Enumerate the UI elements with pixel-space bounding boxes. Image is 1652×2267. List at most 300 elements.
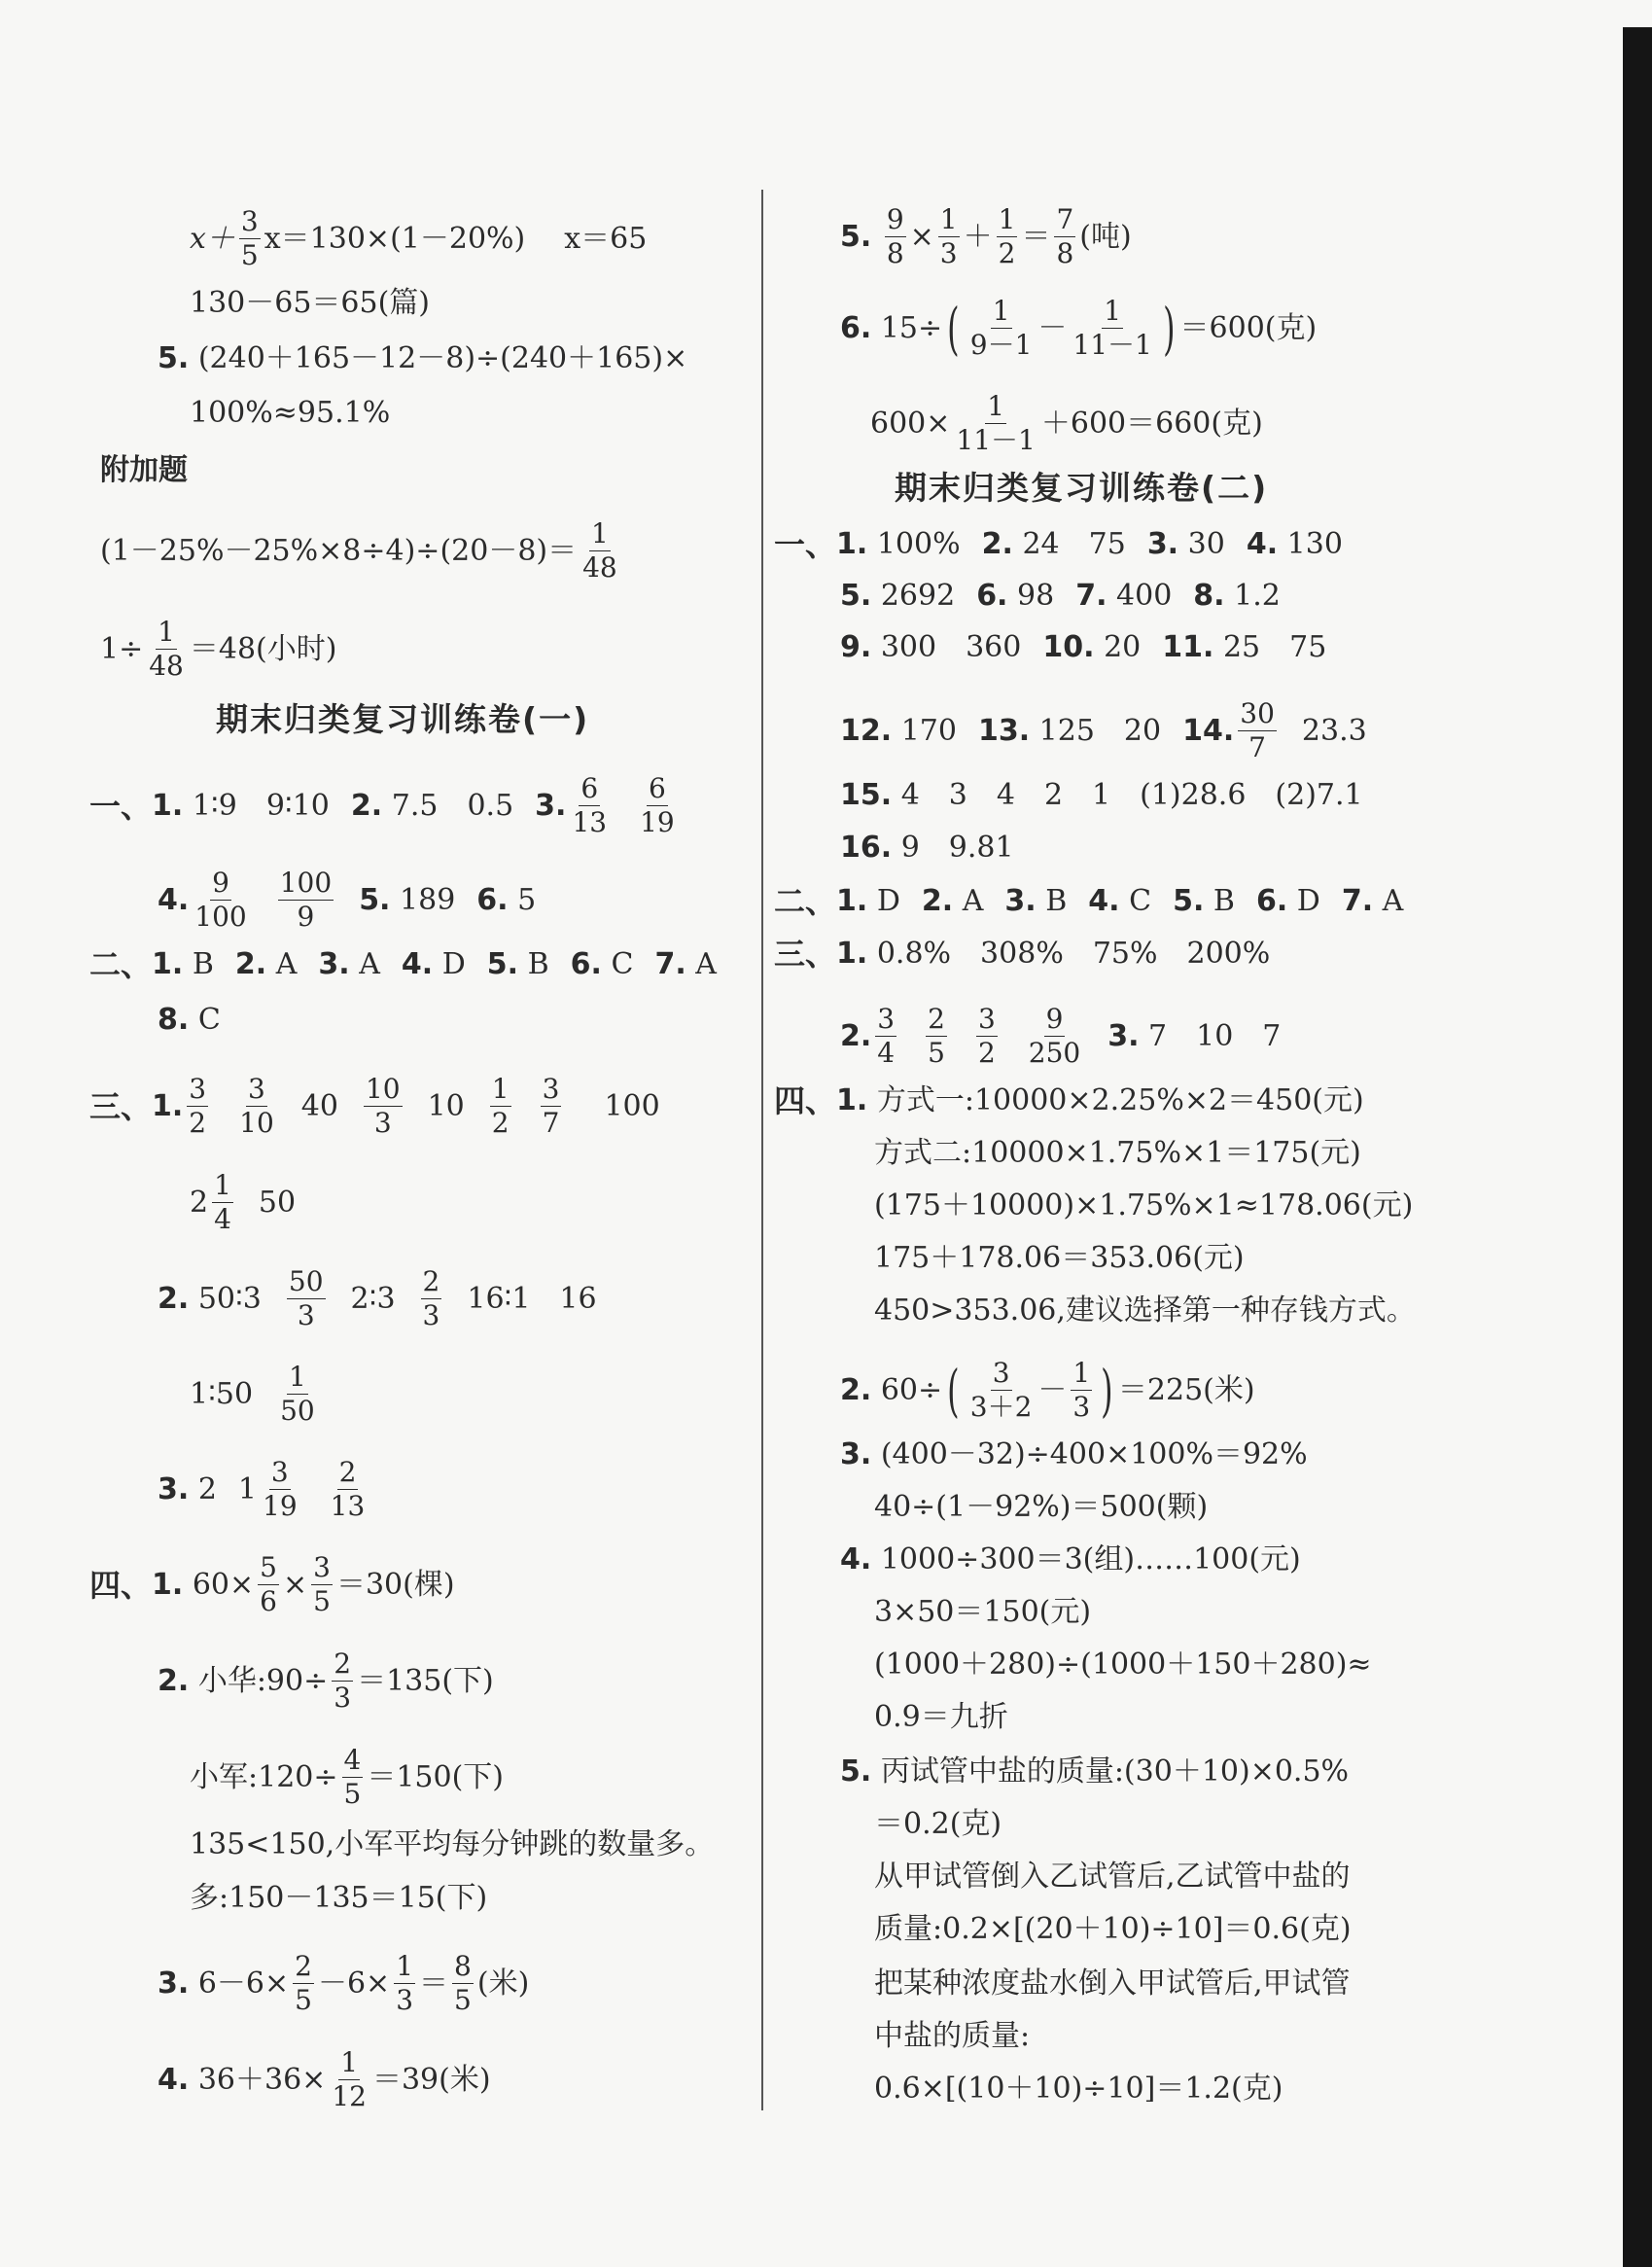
section-number: 三、 <box>774 936 837 973</box>
denominator: 6 <box>260 1585 277 1617</box>
question-number: 1. <box>836 884 868 918</box>
numerator: 3 <box>248 1073 265 1105</box>
question-number: 16. <box>840 831 893 865</box>
answer-line <box>190 1169 297 1235</box>
answer: 40 <box>300 1088 338 1123</box>
question-number: 1. <box>152 947 184 981</box>
answer-line: 450>353.06,建议选择第一种存钱方式。 <box>874 1293 1416 1328</box>
page-edge-shadow <box>1623 27 1652 2267</box>
answer: 1∶9 9∶10 <box>192 788 330 823</box>
question-number: 5. <box>486 947 519 981</box>
question-number: 10. <box>1042 630 1095 664</box>
answer: 300 360 <box>880 630 1022 664</box>
question-number: 1. <box>152 1567 184 1602</box>
section-number: 四、 <box>774 1082 837 1119</box>
numerator: 30 <box>1240 697 1275 729</box>
denominator: 50 <box>280 1395 315 1427</box>
fraction <box>1054 203 1075 269</box>
answer-line <box>774 880 1403 923</box>
denominator: 13 <box>330 1490 366 1522</box>
numerator: 3 <box>877 1003 896 1035</box>
answer: A <box>1382 884 1404 918</box>
expr: －6× <box>317 1966 391 2001</box>
expr: ＋600＝660(克) <box>1040 406 1263 441</box>
numerator: 3 <box>240 205 259 237</box>
numerator: 1 <box>998 203 1016 235</box>
question-number: 7. <box>1075 579 1107 613</box>
answer-line <box>158 999 221 1042</box>
answer-line: 40÷(1－92%)＝500(颗) <box>874 1490 1209 1524</box>
section-title-2: 期末归类复习训练卷(二) <box>895 469 1269 507</box>
answer: 16∶1 16 <box>467 1281 597 1316</box>
expr: ＝48(小时) <box>189 631 337 666</box>
fraction <box>287 1265 326 1331</box>
answer-line <box>190 1361 321 1427</box>
answer: 25 75 <box>1222 630 1327 664</box>
section-number: 二、 <box>774 883 837 920</box>
answer-line: 0.6×[(10＋10)÷10]＝1.2(克) <box>874 2072 1283 2106</box>
denominator: 5 <box>454 1984 472 2016</box>
denominator: 4 <box>214 1203 231 1235</box>
answer-line <box>100 517 623 584</box>
answer: 2∶3 <box>350 1281 396 1316</box>
question-number: 4. <box>158 2062 190 2097</box>
expr: 600× <box>870 406 951 441</box>
fraction <box>421 1265 442 1331</box>
answer-line: 135<150,小军平均每分钟跳的数量多。 <box>190 1827 715 1861</box>
denominator: 2 <box>189 1107 207 1139</box>
expr: (240＋165－12－8)÷(240＋165)× <box>197 341 688 375</box>
whole-number: 2 <box>190 1185 209 1220</box>
answer: 9 9.81 <box>900 831 1014 865</box>
numerator: 50 <box>288 1265 324 1297</box>
expr: 小军:120÷ <box>190 1759 338 1794</box>
answer: 1.2 <box>1234 579 1281 613</box>
question-number: 1. <box>152 1088 184 1123</box>
answer: C <box>611 947 634 981</box>
denominator: 3 <box>396 1984 414 2016</box>
expr: 小华:90÷ <box>197 1663 329 1698</box>
numerator: 3 <box>542 1073 560 1105</box>
answer: 1∶50 <box>190 1376 254 1411</box>
fraction <box>885 203 906 269</box>
question-number: 14. <box>1182 713 1235 748</box>
expr: 60× <box>192 1567 255 1602</box>
question-number: 8. <box>1193 579 1225 613</box>
question-number: 3. <box>1146 527 1179 561</box>
answer-line <box>840 697 1367 763</box>
question-number: 6. <box>976 579 1008 613</box>
numerator: 1 <box>340 2046 359 2078</box>
answer: 30 <box>1187 527 1225 561</box>
answer-line: 130－65＝65(篇) <box>190 286 431 320</box>
denominator: 3＋2 <box>969 1391 1033 1423</box>
denominator: 3 <box>297 1299 315 1331</box>
answer: 125 20 <box>1038 713 1162 748</box>
expr: x＝65 <box>564 221 648 256</box>
fraction <box>258 1551 279 1617</box>
numerator: 7 <box>1056 203 1074 235</box>
fraction <box>278 1361 317 1427</box>
answer-line <box>158 2046 491 2112</box>
answer-line: 100%≈95.1% <box>190 396 391 430</box>
answer-line <box>158 1950 530 2016</box>
answer: 2692 <box>880 579 956 613</box>
expr: x＋ <box>190 221 235 256</box>
numerator: 1 <box>491 1073 510 1105</box>
answer: 130 <box>1286 527 1343 561</box>
numerator: 1 <box>992 295 1010 327</box>
fraction <box>570 772 609 838</box>
fraction <box>541 1073 562 1139</box>
section-title-1: 期末归类复习训练卷(一) <box>216 700 590 738</box>
expr: 1÷ <box>100 631 144 666</box>
question-number: 3. <box>535 788 567 823</box>
numerator: 9 <box>1045 1003 1064 1035</box>
denominator: 3 <box>1072 1391 1091 1423</box>
question-number: 5. <box>1173 884 1205 918</box>
numerator: 9 <box>886 203 904 235</box>
denominator: 250 <box>1028 1037 1081 1069</box>
answer-line <box>840 203 1132 269</box>
expr: ＝150(下) <box>367 1759 505 1794</box>
question-number: 4. <box>401 947 434 981</box>
denominator: 8 <box>886 237 904 269</box>
answer-line <box>840 827 1014 869</box>
fraction <box>968 1357 1035 1423</box>
denominator: 9－1 <box>969 329 1033 361</box>
section-number: 二、 <box>89 946 153 983</box>
answer: 100 <box>604 1088 660 1123</box>
answer-line <box>190 205 648 271</box>
denominator: 2 <box>977 1037 996 1069</box>
denominator: 11－1 <box>1072 329 1152 361</box>
answer-line <box>840 626 1326 669</box>
denominator: 9 <box>297 901 315 933</box>
question-number: 5. <box>359 882 391 917</box>
question-number: 1. <box>836 527 868 561</box>
fraction <box>1071 1357 1092 1423</box>
expr: ＝ <box>1021 219 1051 254</box>
question-number: 2. <box>840 1372 872 1407</box>
expr: 6－6× <box>197 1966 290 2001</box>
section-number: 三、 <box>89 1087 153 1125</box>
expr: ＝30(棵) <box>335 1567 455 1602</box>
answer-line: 从甲试管倒入乙试管后,乙试管中盐的 <box>874 1860 1351 1894</box>
numerator: 1 <box>214 1169 231 1201</box>
fraction <box>490 1073 511 1139</box>
answer-line: 中盐的质量: <box>874 2019 1031 2053</box>
question-number: 4. <box>1088 884 1120 918</box>
expr: ＝ <box>419 1966 449 2001</box>
answer-line <box>870 390 1263 456</box>
section-number: 四、 <box>89 1566 153 1604</box>
denominator: 11－1 <box>956 424 1036 456</box>
fraction <box>311 1551 333 1617</box>
expr: 36＋36× <box>197 2062 327 2097</box>
question-number: 2. <box>158 1281 190 1316</box>
answer: 50 <box>258 1185 297 1220</box>
expr: － <box>1037 1372 1068 1407</box>
numerator: 1 <box>288 1361 306 1393</box>
answer-line <box>158 1265 597 1331</box>
answer-line: 把某种浓度盐水倒入甲试管后,甲试管 <box>874 1966 1351 2001</box>
answer-line <box>89 1073 660 1139</box>
question-number: 11. <box>1162 630 1214 664</box>
numerator: 1 <box>591 517 609 549</box>
expr: － <box>1037 310 1068 345</box>
fraction <box>278 869 334 931</box>
fraction <box>261 1456 299 1522</box>
fraction <box>342 1744 364 1810</box>
left-paren: ( <box>947 1357 960 1424</box>
question-number: 1. <box>836 1083 868 1117</box>
answer-line: (175＋10000)×1.75%×1≈178.06(元) <box>874 1188 1414 1222</box>
answer-line <box>840 1434 1308 1476</box>
question-number: 1. <box>836 937 868 971</box>
fraction <box>954 390 1037 456</box>
answer-line <box>89 772 681 838</box>
fraction <box>1238 697 1277 763</box>
answer-line <box>100 616 337 682</box>
question-number: 3. <box>318 947 350 981</box>
numerator: 1 <box>987 390 1005 422</box>
question-number: 15. <box>840 778 893 812</box>
right-paren: ) <box>1162 295 1176 362</box>
answer-line <box>158 1456 370 1522</box>
expr: (1－25%－25%×8÷4)÷(20－8)＝ <box>100 533 578 568</box>
answer: 10 <box>427 1088 465 1123</box>
question-number: 6. <box>476 882 509 917</box>
denominator: 19 <box>640 806 675 838</box>
numerator: 5 <box>260 1551 277 1583</box>
answer-line: 方式二:10000×1.75%×1＝175(元) <box>874 1136 1361 1170</box>
answer-line: 3×50＝150(元) <box>874 1595 1092 1629</box>
section-number: 一、 <box>89 787 153 825</box>
answer: 98 <box>1017 579 1055 613</box>
fraction <box>193 869 248 931</box>
answer: D <box>1296 884 1320 918</box>
answer: 170 <box>900 713 957 748</box>
fraction <box>968 295 1035 361</box>
answer-line: 175＋178.06＝353.06(元) <box>874 1241 1245 1275</box>
question-number: 2. <box>158 1663 190 1698</box>
fraction <box>329 1456 368 1522</box>
answer-line <box>840 1751 1349 1793</box>
answer: 1000÷300＝3(组)……100(元) <box>880 1542 1301 1576</box>
question-number: 3. <box>840 1437 872 1471</box>
fraction <box>239 205 261 271</box>
expr: ＝39(米) <box>371 2062 491 2097</box>
question-number: 3. <box>158 1471 190 1506</box>
fraction <box>293 1950 314 2016</box>
question-number: 2. <box>350 788 383 823</box>
denominator: 48 <box>582 551 617 584</box>
question-number: 2. <box>234 947 267 981</box>
answer-line <box>774 933 1270 975</box>
answer-line: (1000＋280)÷(1000＋150＋280)≈ <box>874 1647 1372 1682</box>
numerator: 3 <box>270 1456 289 1488</box>
answer-line <box>89 943 717 986</box>
left-paren: ( <box>947 295 960 362</box>
fraction <box>364 1073 403 1139</box>
answer: 400 <box>1116 579 1173 613</box>
section-number: 一、 <box>774 526 837 563</box>
numerator: 2 <box>928 1003 945 1035</box>
question-number: 6. <box>1255 884 1288 918</box>
denominator: 5 <box>313 1585 331 1617</box>
answer-line <box>158 337 687 380</box>
numerator: 3 <box>313 1551 331 1583</box>
fraction <box>638 772 677 838</box>
answer-line <box>840 1357 1255 1424</box>
expr: ＝600(克) <box>1179 310 1318 345</box>
denominator: 4 <box>877 1037 896 1069</box>
numerator: 3 <box>992 1357 1010 1389</box>
question-number: 3. <box>1004 884 1037 918</box>
answer: D <box>441 947 466 981</box>
fraction <box>394 1950 415 2016</box>
answer: 4 3 4 2 1 (1)28.6 (2)7.1 <box>900 778 1363 812</box>
fraction <box>332 1647 353 1714</box>
numerator: 1 <box>939 203 958 235</box>
fraction <box>452 1950 474 2016</box>
extra-question-heading: 附加题 <box>100 453 188 487</box>
answer-line <box>840 295 1318 362</box>
question-number: 12. <box>840 713 893 748</box>
answer: B <box>1045 884 1068 918</box>
answer-line <box>190 1744 505 1810</box>
fraction <box>212 1169 233 1235</box>
fraction <box>187 1073 208 1139</box>
numerator: 100 <box>279 867 333 899</box>
answer: C <box>1129 884 1152 918</box>
fraction <box>997 203 1018 269</box>
answer: B <box>192 947 214 981</box>
question-number: 2. <box>921 884 954 918</box>
answer: B <box>527 947 549 981</box>
answer: 2 <box>197 1471 217 1506</box>
answer: C <box>197 1003 221 1037</box>
denominator: 3 <box>939 237 958 269</box>
answer-line <box>158 1647 494 1714</box>
question-number: 8. <box>158 1003 190 1037</box>
denominator: 100 <box>194 901 247 933</box>
question-number: 5. <box>840 219 872 254</box>
expr: × <box>909 219 934 254</box>
denominator: 2 <box>491 1107 510 1139</box>
right-paren: ) <box>1101 1357 1113 1424</box>
denominator: 5 <box>295 1984 312 2016</box>
answer: 23.3 <box>1301 713 1367 748</box>
question-number: 3. <box>1107 1018 1140 1053</box>
answer-line <box>158 869 536 931</box>
numerator: 6 <box>648 772 666 804</box>
question-number: 7. <box>654 947 686 981</box>
expr: ＋ <box>963 219 993 254</box>
question-number: 7. <box>1341 884 1374 918</box>
question-number: 13. <box>977 713 1031 748</box>
fraction <box>976 1003 998 1069</box>
numerator: 2 <box>334 1647 352 1680</box>
answer: 100% <box>876 527 961 561</box>
answer-line <box>840 774 1363 817</box>
expr: (米) <box>476 1966 530 2001</box>
answer-line <box>774 1080 1364 1122</box>
answer: A <box>275 947 298 981</box>
question-number: 5. <box>840 1754 872 1789</box>
denominator: 5 <box>928 1037 945 1069</box>
numerator: 1 <box>158 616 175 648</box>
question-number: 6. <box>570 947 602 981</box>
expr: (吨) <box>1079 219 1132 254</box>
answer: A <box>695 947 717 981</box>
question-number: 2. <box>840 1018 872 1053</box>
fraction <box>938 203 960 269</box>
answer: 50∶3 <box>197 1281 262 1316</box>
numerator: 1 <box>1072 1357 1091 1389</box>
denominator: 48 <box>149 650 184 682</box>
numerator: 1 <box>1104 295 1122 327</box>
question-number: 4. <box>840 1542 872 1576</box>
answer-line: 多:150－135＝15(下) <box>190 1881 488 1915</box>
numerator: 3 <box>977 1003 996 1035</box>
answer: 丙试管中盐的质量:(30＋10)×0.5% <box>880 1754 1350 1789</box>
numerator: 4 <box>343 1744 362 1776</box>
question-number: 4. <box>1246 527 1279 561</box>
numerator: 9 <box>212 867 229 899</box>
expr: ＝225(米) <box>1117 1372 1255 1407</box>
denominator: 7 <box>542 1107 560 1139</box>
denominator: 19 <box>263 1490 298 1522</box>
expr: 15÷ <box>880 310 943 345</box>
question-number: 6. <box>840 310 872 345</box>
answer-line <box>840 1003 1282 1069</box>
numerator: 2 <box>295 1950 312 1982</box>
answer: A <box>359 947 380 981</box>
fraction <box>926 1003 947 1069</box>
question-number: 5. <box>840 579 872 613</box>
question-number: 4. <box>158 882 190 917</box>
answer: (400－32)÷400×100%＝92% <box>880 1437 1308 1471</box>
fraction <box>580 517 619 584</box>
answer-line <box>89 1551 455 1617</box>
numerator: 6 <box>580 772 599 804</box>
fraction <box>1071 295 1153 361</box>
answer: 20 <box>1104 630 1142 664</box>
numerator: 8 <box>454 1950 472 1982</box>
question-number: 9. <box>840 630 872 664</box>
answer: 7.5 0.5 <box>391 788 514 823</box>
expr: ＝135(下) <box>357 1663 494 1698</box>
denominator: 10 <box>239 1107 274 1139</box>
denominator: 5 <box>343 1778 362 1810</box>
answer-line: ＝0.2(克) <box>874 1807 1002 1841</box>
answer: 方式一:10000×2.25%×2＝450(元) <box>876 1083 1364 1117</box>
denominator: 3 <box>422 1299 440 1331</box>
question-number: 2. <box>981 527 1013 561</box>
denominator: 12 <box>332 2080 367 2112</box>
numerator: 1 <box>396 1950 414 1982</box>
denominator: 5 <box>240 239 259 271</box>
denominator: 8 <box>1056 237 1074 269</box>
answer: B <box>1213 884 1235 918</box>
answer-line: 质量:0.2×[(20＋10)÷10]＝0.6(克) <box>874 1912 1352 1946</box>
answer-line: 0.9＝九折 <box>874 1700 1008 1734</box>
fraction <box>1027 1003 1082 1069</box>
answer-line <box>840 575 1281 618</box>
numerator: 2 <box>338 1456 357 1488</box>
